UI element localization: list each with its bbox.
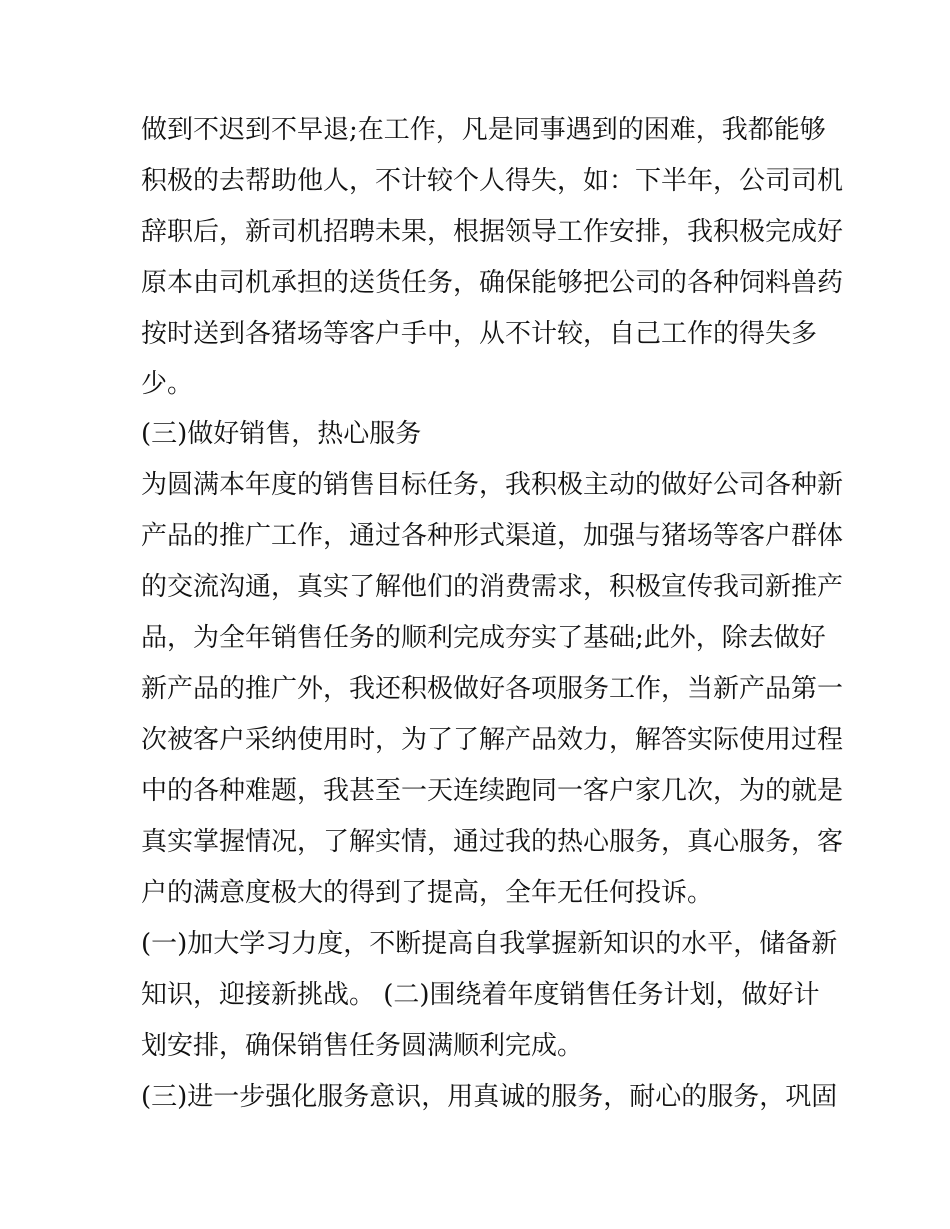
text-line: 产品的推广工作，通过各种形式渠道，加强与猪场等客户群体 bbox=[141, 521, 844, 551]
text-line: 按时送到各猪场等客户手中，从不计较，自己工作的得失多 bbox=[141, 319, 818, 349]
text-line: 少。 bbox=[141, 369, 194, 399]
text-line: 新产品的推广外，我还积极做好各项服务工作，当新产品第一 bbox=[141, 674, 844, 704]
text-line: 户的满意度极大的得到了提高，全年无任何投诉。 bbox=[141, 878, 714, 908]
text-line: 知识，迎接新挑战。 (二)围绕着年度销售任务计划，做好计 bbox=[141, 980, 820, 1010]
text-line: 原本由司机承担的送货任务，确保能够把公司的各种饲料兽药 bbox=[141, 268, 844, 298]
text-line: 中的各种难题，我甚至一天连续跑同一客户家几次，为的就是 bbox=[141, 776, 844, 806]
text-line: 积极的去帮助他人，不计较个人得失，如：下半年，公司司机 bbox=[141, 166, 844, 196]
text-line: 辞职后，新司机招聘未果，根据领导工作安排，我积极完成好 bbox=[141, 217, 844, 247]
text-line: (三)进一步强化服务意识，用真诚的服务，耐心的服务，巩固 bbox=[141, 1082, 838, 1112]
text-line: 真实掌握情况，了解实情，通过我的热心服务，真心服务，客 bbox=[141, 827, 844, 857]
section-heading: (三)做好销售，热心服务 bbox=[141, 419, 422, 449]
text-line: 做到不迟到不早退;在工作，凡是同事遇到的困难，我都能够 bbox=[141, 115, 826, 145]
text-line: (一)加大学习力度，不断提高自我掌握新知识的水平，储备新 bbox=[141, 929, 838, 959]
text-line: 的交流沟通，真实了解他们的消费需求，积极宣传我司新推产 bbox=[141, 572, 844, 602]
text-line: 次被客户采纳使用时，为了了解产品效力，解答实际使用过程 bbox=[141, 725, 844, 755]
text-line: 为圆满本年度的销售目标任务，我积极主动的做好公司各种新 bbox=[141, 470, 844, 500]
text-line: 划安排，确保销售任务圆满顺利完成。 bbox=[141, 1031, 584, 1061]
text-line: 品，为全年销售任务的顺利完成夯实了基础;此外，除去做好 bbox=[141, 623, 826, 653]
